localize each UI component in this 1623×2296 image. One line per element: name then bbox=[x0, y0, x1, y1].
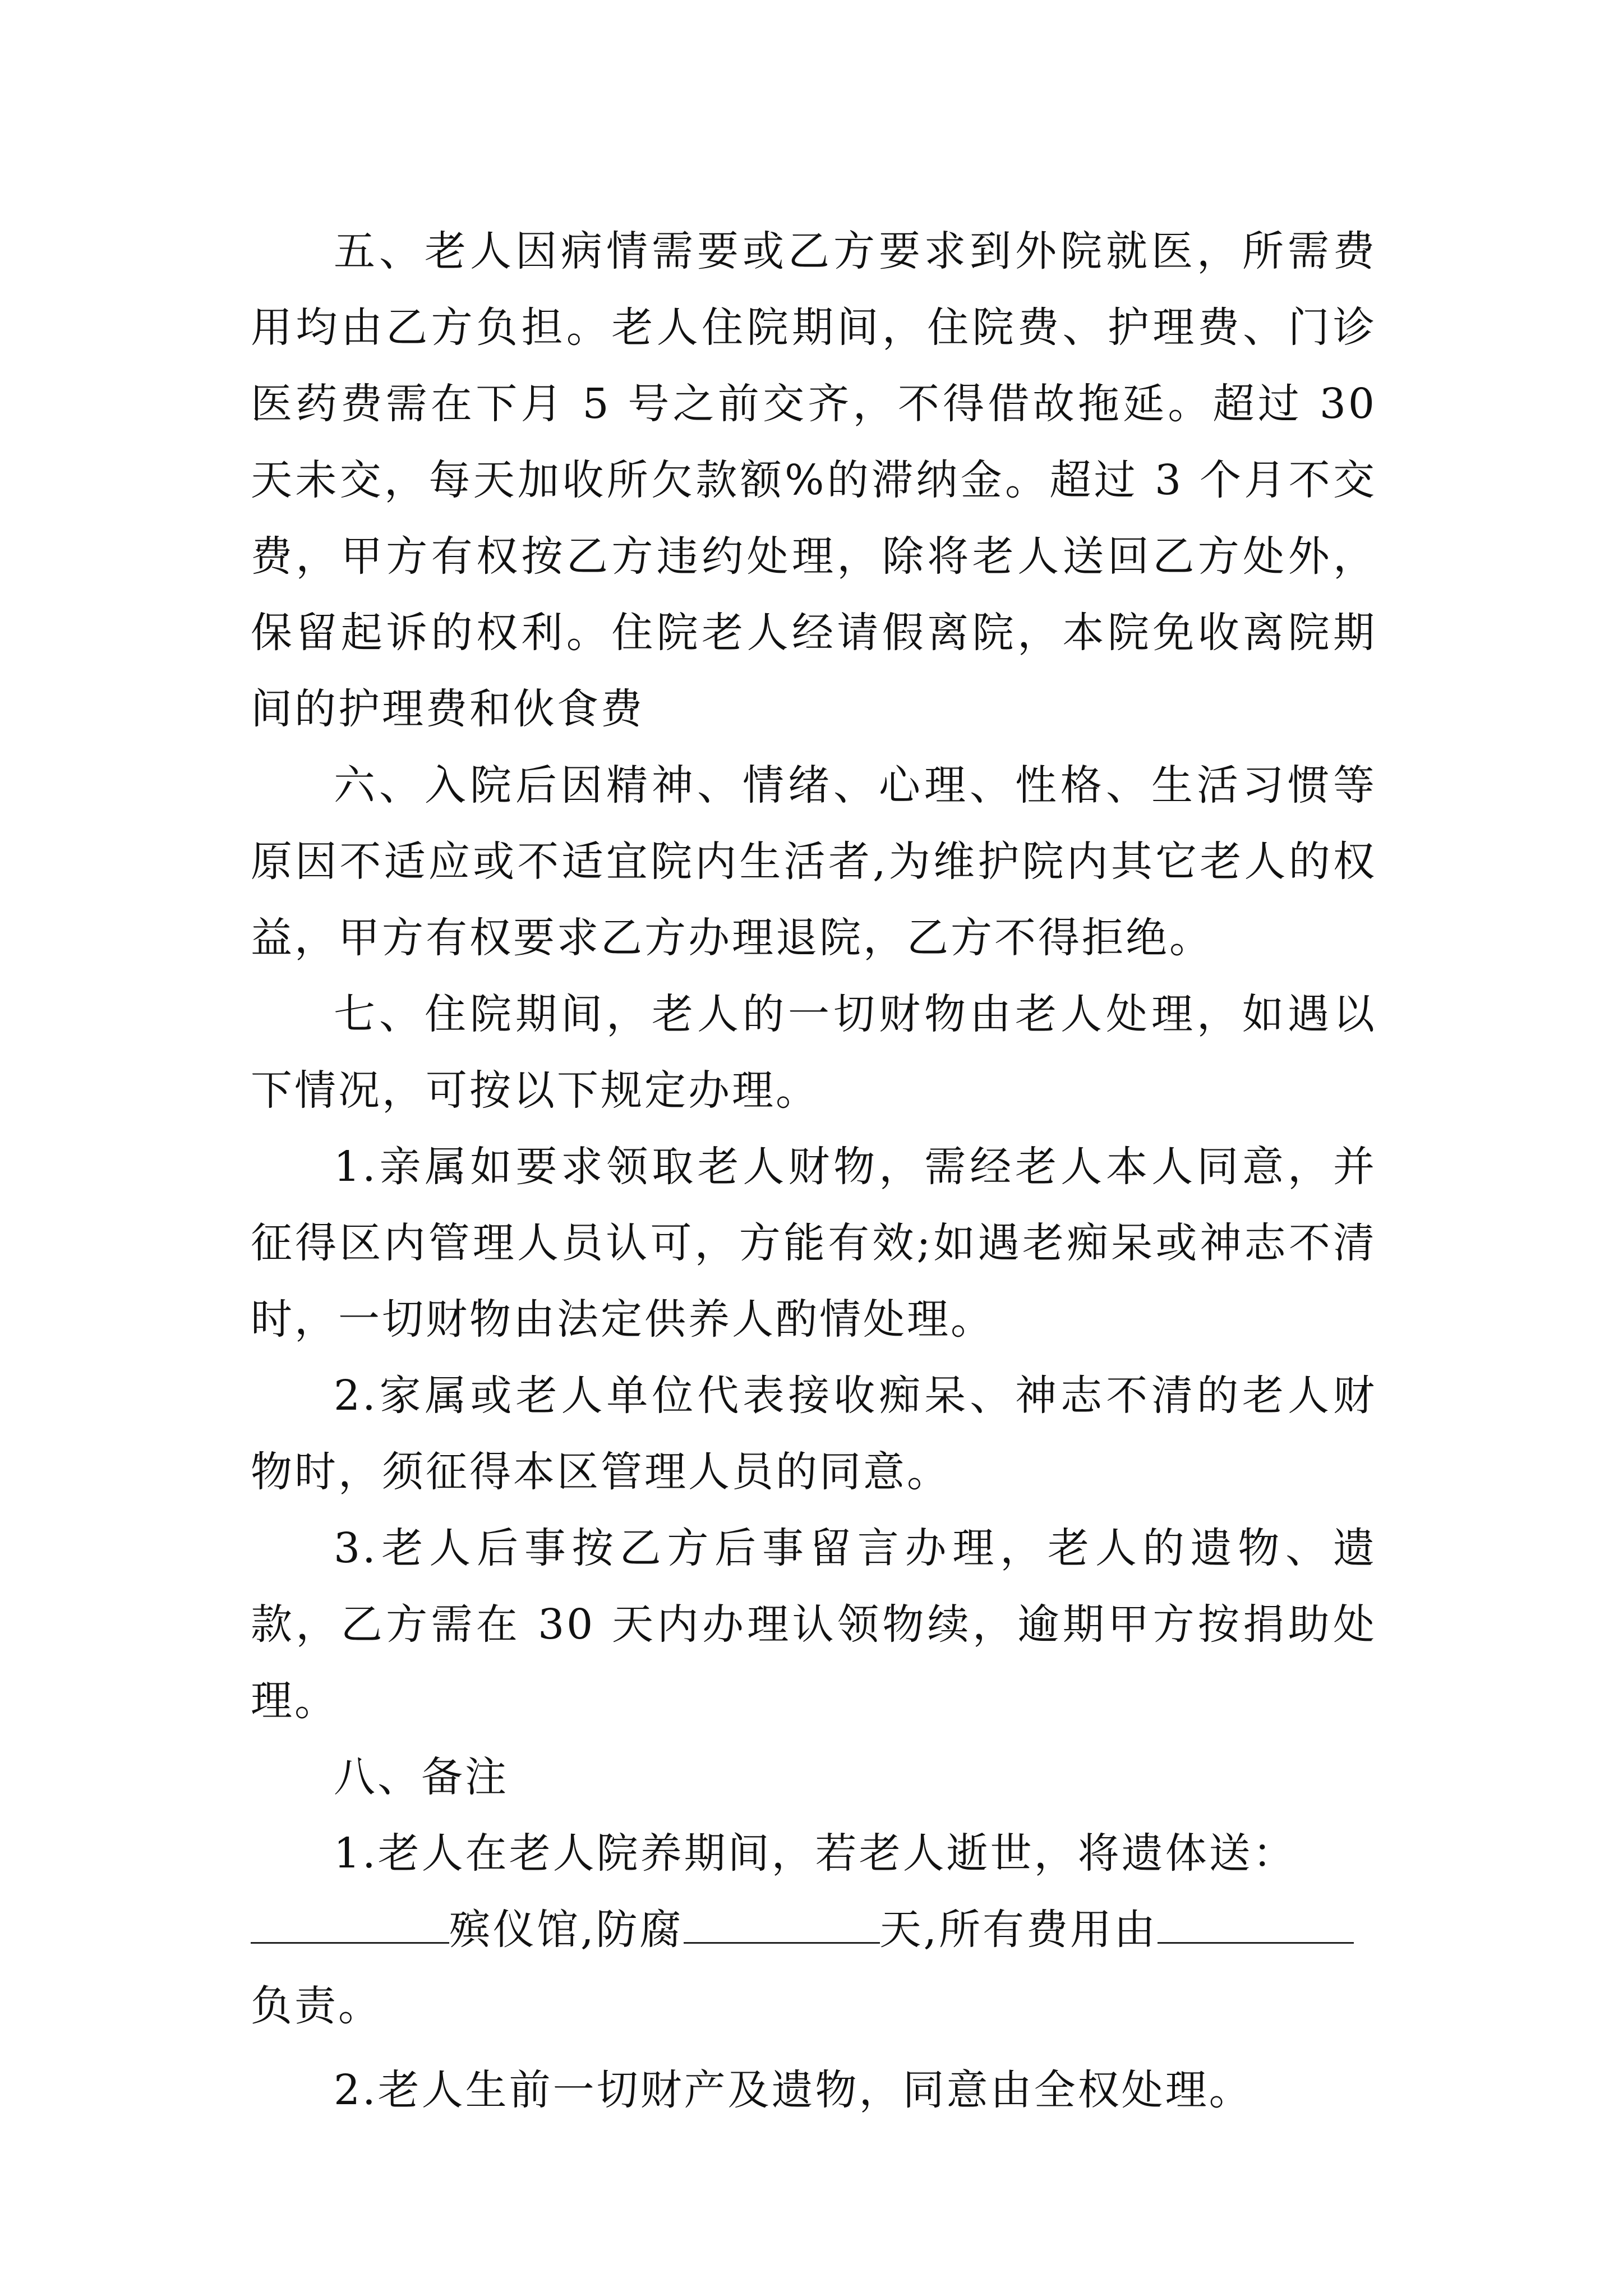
clause-eight-heading: 八、备注 bbox=[334, 1753, 509, 1801]
funeral-home-blank[interactable] bbox=[251, 1905, 449, 1944]
clause-six: 六、入院后因精神、情绪、心理、性格、生活习惯等原因不适应或不适宜院内生活者,为维护院内其它老人的权益，甲方有权要求乙方办理退院，乙方不得拒绝。 bbox=[251, 761, 1377, 962]
responsible-party-blank[interactable] bbox=[1158, 1905, 1354, 1944]
clause-seven-item-3: 3.老人后事按乙方后事留言办理，老人的遗物、遗款，乙方需在 30 天内办理认领物续，逾期甲方按捐助处理。 bbox=[251, 1524, 1377, 1725]
clause-seven: 七、住院期间，老人的一切财物由老人处理，如遇以下情况，可按以下规定办理。 bbox=[251, 990, 1377, 1115]
days-suffix: 天,所有费用由 bbox=[879, 1906, 1158, 1954]
clause-seven-item-2: 2.家属或老人单位代表接收痴呆、神志不清的老人财物时，须征得本区管理人员的同意。 bbox=[251, 1372, 1377, 1496]
funeral-home-suffix: 殡仪馆,防腐 bbox=[449, 1906, 684, 1954]
spacer bbox=[251, 2044, 1377, 2052]
remark-1-fill-line bbox=[251, 1892, 1377, 1968]
contract-page bbox=[251, 213, 1377, 2128]
remark-1-lead: 1.老人在老人院养期间，若老人逝世，将遗体送： bbox=[334, 1829, 1297, 1878]
remark-2: 2.老人生前一切财产及遗物，同意由全权处理。 bbox=[334, 2066, 1253, 2114]
clause-seven-item-1: 1.亲属如要求领取老人财物，需经老人本人同意，并征得区内管理人员认可，方能有效;如遇老痴呆或神志不清时，一切财物由法定供养人酌情处理。 bbox=[251, 1143, 1377, 1343]
clause-five: 五、老人因病情需要或乙方要求到外院就医，所需费用均由乙方负担。老人住院期间，住院费、护理费、门诊医药费需在下月 5 号之前交齐，不得借故拖延。超过 30 天未交，每天加收所欠款额%的滞纳金。超过 3 个月不交费，甲方有权按乙方违约处理，除将老人送回乙方处外，保留起诉的权利。住院老人经请假离院，本院免收离院期间的护理费和伙食费 bbox=[251, 227, 1377, 733]
remark-1-tail: 负责。 bbox=[251, 1982, 382, 2030]
preservation-days-blank[interactable] bbox=[684, 1905, 880, 1944]
